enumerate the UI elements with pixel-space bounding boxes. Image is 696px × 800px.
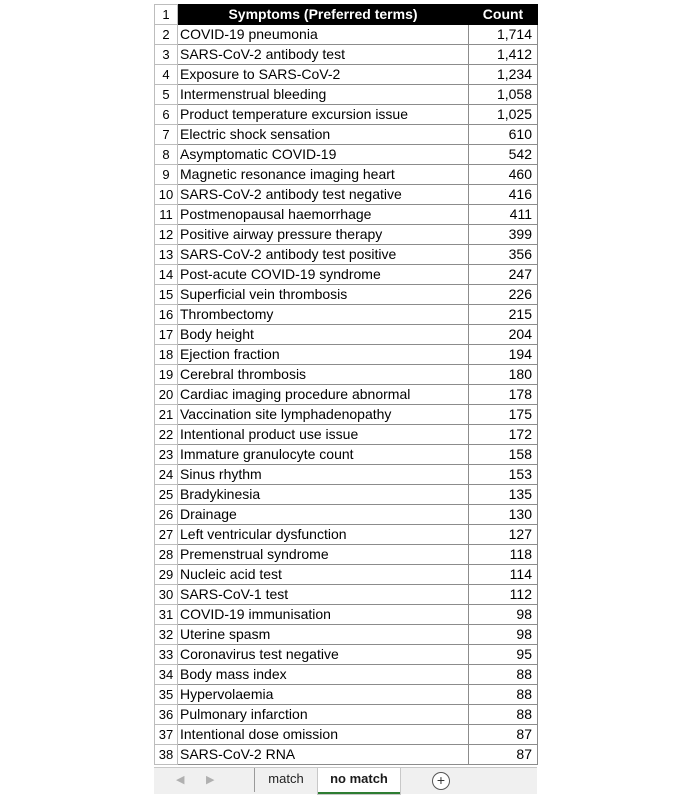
symptom-cell[interactable]: Ejection fraction (178, 345, 469, 365)
row-number[interactable]: 5 (155, 85, 178, 105)
row-number[interactable]: 30 (155, 585, 178, 605)
row-number[interactable]: 13 (155, 245, 178, 265)
row-number[interactable]: 35 (155, 685, 178, 705)
count-cell[interactable]: 175 (469, 405, 538, 425)
table-row (155, 345, 538, 365)
count-cell[interactable]: 118 (469, 545, 538, 565)
count-cell[interactable]: 88 (469, 705, 538, 725)
symptom-cell[interactable]: Magnetic resonance imaging heart (178, 165, 469, 185)
symptom-cell[interactable]: Cerebral thrombosis (178, 365, 469, 385)
count-cell[interactable]: 95 (469, 645, 538, 665)
count-cell[interactable]: 158 (469, 445, 538, 465)
symptom-cell[interactable]: Asymptomatic COVID-19 (178, 145, 469, 165)
count-cell[interactable]: 87 (469, 725, 538, 745)
count-cell[interactable]: 1,025 (469, 105, 538, 125)
count-cell[interactable]: 399 (469, 225, 538, 245)
count-cell[interactable]: 226 (469, 285, 538, 305)
symptom-cell[interactable]: SARS-CoV-2 antibody test positive (178, 245, 469, 265)
row-number[interactable]: 3 (155, 45, 178, 65)
table-row (155, 85, 538, 105)
row-number[interactable]: 16 (155, 305, 178, 325)
count-cell[interactable]: 542 (469, 145, 538, 165)
symptom-cell[interactable]: Positive airway pressure therapy (178, 225, 469, 245)
row-number[interactable]: 27 (155, 525, 178, 545)
table-row (155, 125, 538, 145)
row-number[interactable]: 15 (155, 285, 178, 305)
table-row (155, 385, 538, 405)
table-row (155, 325, 538, 345)
row-number[interactable]: 26 (155, 505, 178, 525)
row-number[interactable]: 29 (155, 565, 178, 585)
row-number[interactable]: 1 (155, 5, 178, 25)
symptom-cell[interactable]: Post-acute COVID-19 syndrome (178, 265, 469, 285)
symptom-cell[interactable]: Product temperature excursion issue (178, 105, 469, 125)
count-cell[interactable]: 247 (469, 265, 538, 285)
table-row (155, 225, 538, 245)
table-row (155, 625, 538, 645)
symptom-cell[interactable]: Vaccination site lymphadenopathy (178, 405, 469, 425)
symptom-cell[interactable]: Electric shock sensation (178, 125, 469, 145)
symptom-cell[interactable]: Intentional dose omission (178, 725, 469, 745)
count-cell[interactable]: 178 (469, 385, 538, 405)
count-cell[interactable]: 88 (469, 665, 538, 685)
symptom-cell[interactable]: Sinus rhythm (178, 465, 469, 485)
count-cell[interactable]: 610 (469, 125, 538, 145)
symptoms-column-header[interactable]: Symptoms (Preferred terms) (178, 5, 469, 25)
symptom-cell[interactable]: COVID-19 pneumonia (178, 25, 469, 45)
row-number[interactable]: 34 (155, 665, 178, 685)
row-number[interactable]: 21 (155, 405, 178, 425)
row-number[interactable]: 14 (155, 265, 178, 285)
symptom-cell[interactable]: Postmenopausal haemorrhage (178, 205, 469, 225)
chevron-left-icon[interactable]: ◀ (176, 774, 185, 786)
row-number[interactable]: 37 (155, 725, 178, 745)
spreadsheet-grid (154, 4, 537, 765)
table-row (155, 245, 538, 265)
table-row (155, 25, 538, 45)
table-row (155, 265, 538, 285)
table-row (155, 685, 538, 705)
symptom-cell[interactable]: SARS-CoV-2 antibody test negative (178, 185, 469, 205)
table-row (155, 745, 538, 765)
table-row (155, 465, 538, 485)
count-cell[interactable]: 130 (469, 505, 538, 525)
row-number[interactable]: 4 (155, 65, 178, 85)
symptom-cell[interactable]: Hypervolaemia (178, 685, 469, 705)
row-number[interactable]: 7 (155, 125, 178, 145)
symptom-cell[interactable]: Exposure to SARS-CoV-2 (178, 65, 469, 85)
count-cell[interactable]: 215 (469, 305, 538, 325)
symptom-cell[interactable]: Thrombectomy (178, 305, 469, 325)
symptom-cell[interactable]: Left ventricular dysfunction (178, 525, 469, 545)
row-number[interactable]: 9 (155, 165, 178, 185)
count-cell[interactable]: 127 (469, 525, 538, 545)
row-number[interactable]: 8 (155, 145, 178, 165)
table-row (155, 65, 538, 85)
row-number[interactable]: 12 (155, 225, 178, 245)
row-number[interactable]: 24 (155, 465, 178, 485)
table-row (155, 305, 538, 325)
row-number[interactable]: 38 (155, 745, 178, 765)
row-number[interactable]: 10 (155, 185, 178, 205)
row-number[interactable]: 11 (155, 205, 178, 225)
table-row (155, 645, 538, 665)
row-number[interactable]: 22 (155, 425, 178, 445)
add-sheet-icon[interactable]: + (432, 772, 450, 790)
table-row (155, 565, 538, 585)
symptom-cell[interactable]: Uterine spasm (178, 625, 469, 645)
table-row (155, 185, 538, 205)
table-row (155, 145, 538, 165)
count-cell[interactable]: 114 (469, 565, 538, 585)
symptom-cell[interactable]: Drainage (178, 505, 469, 525)
count-cell[interactable]: 112 (469, 585, 538, 605)
table-row (155, 425, 538, 445)
table-row (155, 445, 538, 465)
table-row (155, 205, 538, 225)
count-cell[interactable]: 1,058 (469, 85, 538, 105)
count-cell[interactable]: 194 (469, 345, 538, 365)
symptom-cell[interactable]: SARS-CoV-2 RNA (178, 745, 469, 765)
row-number[interactable]: 28 (155, 545, 178, 565)
header-row (155, 5, 538, 25)
row-number[interactable]: 20 (155, 385, 178, 405)
symptom-cell[interactable]: Immature granulocyte count (178, 445, 469, 465)
symptom-cell[interactable]: Body mass index (178, 665, 469, 685)
row-number[interactable]: 2 (155, 25, 178, 45)
symptom-cell[interactable]: Body height (178, 325, 469, 345)
count-cell[interactable]: 87 (469, 745, 538, 765)
table-row (155, 525, 538, 545)
symptom-cell[interactable]: Intentional product use issue (178, 425, 469, 445)
table-row (155, 585, 538, 605)
chevron-right-icon[interactable]: ▶ (206, 774, 215, 786)
symptom-cell[interactable]: SARS-CoV-1 test (178, 585, 469, 605)
count-cell[interactable]: 1,412 (469, 45, 538, 65)
count-cell[interactable]: 172 (469, 425, 538, 445)
count-cell[interactable]: 411 (469, 205, 538, 225)
symptom-cell[interactable]: Coronavirus test negative (178, 645, 469, 665)
row-number[interactable]: 31 (155, 605, 178, 625)
symptom-cell[interactable]: Intermenstrual bleeding (178, 85, 469, 105)
count-cell[interactable]: 88 (469, 685, 538, 705)
table-row (155, 505, 538, 525)
count-cell[interactable]: 1,714 (469, 25, 538, 45)
sheet-tab-no-match[interactable]: no match (318, 768, 400, 794)
symptom-cell[interactable]: Nucleic acid test (178, 565, 469, 585)
count-column-header[interactable]: Count (469, 5, 538, 25)
row-number[interactable]: 19 (155, 365, 178, 385)
symptom-cell[interactable]: Cardiac imaging procedure abnormal (178, 385, 469, 405)
count-cell[interactable]: 135 (469, 485, 538, 505)
row-number[interactable]: 18 (155, 345, 178, 365)
table-row (155, 605, 538, 625)
row-number[interactable]: 33 (155, 645, 178, 665)
count-cell[interactable]: 98 (469, 625, 538, 645)
row-number[interactable]: 25 (155, 485, 178, 505)
table-row (155, 45, 538, 65)
row-number[interactable]: 23 (155, 445, 178, 465)
count-cell[interactable]: 98 (469, 605, 538, 625)
table-row (155, 545, 538, 565)
table-row (155, 705, 538, 725)
table-row (155, 285, 538, 305)
table-row (155, 105, 538, 125)
count-cell[interactable]: 460 (469, 165, 538, 185)
row-number[interactable]: 32 (155, 625, 178, 645)
symptom-cell[interactable]: Superficial vein thrombosis (178, 285, 469, 305)
table-row (155, 485, 538, 505)
symptom-cell[interactable]: Bradykinesia (178, 485, 469, 505)
count-cell[interactable]: 356 (469, 245, 538, 265)
table-row (155, 405, 538, 425)
row-number[interactable]: 17 (155, 325, 178, 345)
symptom-cell[interactable]: SARS-CoV-2 antibody test (178, 45, 469, 65)
table-row (155, 665, 538, 685)
count-cell[interactable]: 416 (469, 185, 538, 205)
sheet-tab-match[interactable]: match (254, 768, 317, 792)
count-cell[interactable]: 204 (469, 325, 538, 345)
count-cell[interactable]: 153 (469, 465, 538, 485)
sheet-tab-bar (154, 767, 537, 794)
table-row (155, 365, 538, 385)
row-number[interactable]: 6 (155, 105, 178, 125)
table-row (155, 165, 538, 185)
count-cell[interactable]: 180 (469, 365, 538, 385)
symptom-cell[interactable]: Pulmonary infarction (178, 705, 469, 725)
row-number[interactable]: 36 (155, 705, 178, 725)
symptom-cell[interactable]: COVID-19 immunisation (178, 605, 469, 625)
count-cell[interactable]: 1,234 (469, 65, 538, 85)
symptoms-table (154, 4, 538, 765)
symptom-cell[interactable]: Premenstrual syndrome (178, 545, 469, 565)
table-row (155, 725, 538, 745)
